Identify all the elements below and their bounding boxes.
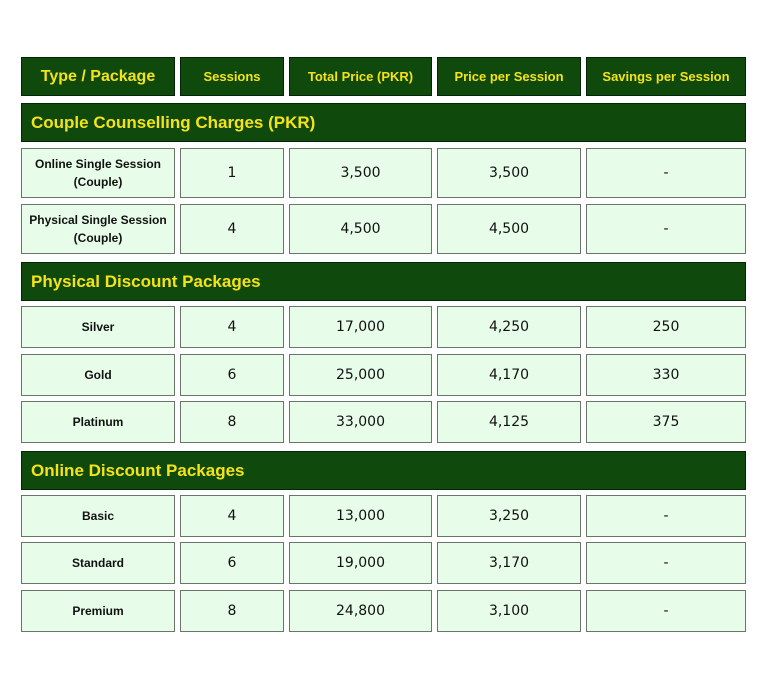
row-total-price: 24,800 [289,590,432,632]
row-total-price: 13,000 [289,495,432,537]
header-sessions: Sessions [180,57,284,96]
row-total-price: 17,000 [289,306,432,348]
row-sessions: 4 [180,306,284,348]
row-sessions: 4 [180,204,284,254]
header-total-price: Total Price (PKR) [289,57,432,96]
row-name: Standard [21,542,175,584]
row-price-per-session: 3,250 [437,495,581,537]
row-price-per-session: 4,125 [437,401,581,443]
row-savings: 375 [586,401,746,443]
row-total-price: 3,500 [289,148,432,198]
header-price-per-session: Price per Session [437,57,581,96]
row-price-per-session: 3,500 [437,148,581,198]
header-savings-per-session: Savings per Session [586,57,746,96]
section-title-physical-discount: Physical Discount Packages [21,262,746,301]
row-savings: - [586,148,746,198]
row-name: Gold [21,354,175,396]
section-title-couple-counselling: Couple Counselling Charges (PKR) [21,103,746,142]
row-sessions: 1 [180,148,284,198]
section-title-online-discount: Online Discount Packages [21,451,746,490]
row-total-price: 25,000 [289,354,432,396]
row-name: Platinum [21,401,175,443]
row-sessions: 8 [180,401,284,443]
row-savings: 330 [586,354,746,396]
row-price-per-session: 4,250 [437,306,581,348]
row-name: Physical Single Session (Couple) [21,204,175,254]
row-sessions: 8 [180,590,284,632]
row-price-per-session: 4,170 [437,354,581,396]
row-savings: - [586,495,746,537]
row-price-per-session: 3,170 [437,542,581,584]
row-price-per-session: 4,500 [437,204,581,254]
header-type-package: Type / Package [21,57,175,96]
row-savings: - [586,542,746,584]
row-price-per-session: 3,100 [437,590,581,632]
row-sessions: 6 [180,542,284,584]
row-name: Basic [21,495,175,537]
row-name: Premium [21,590,175,632]
row-savings: - [586,204,746,254]
row-total-price: 4,500 [289,204,432,254]
row-savings: 250 [586,306,746,348]
row-total-price: 19,000 [289,542,432,584]
row-sessions: 4 [180,495,284,537]
row-savings: - [586,590,746,632]
row-sessions: 6 [180,354,284,396]
row-name: Silver [21,306,175,348]
row-total-price: 33,000 [289,401,432,443]
row-name: Online Single Session (Couple) [21,148,175,198]
